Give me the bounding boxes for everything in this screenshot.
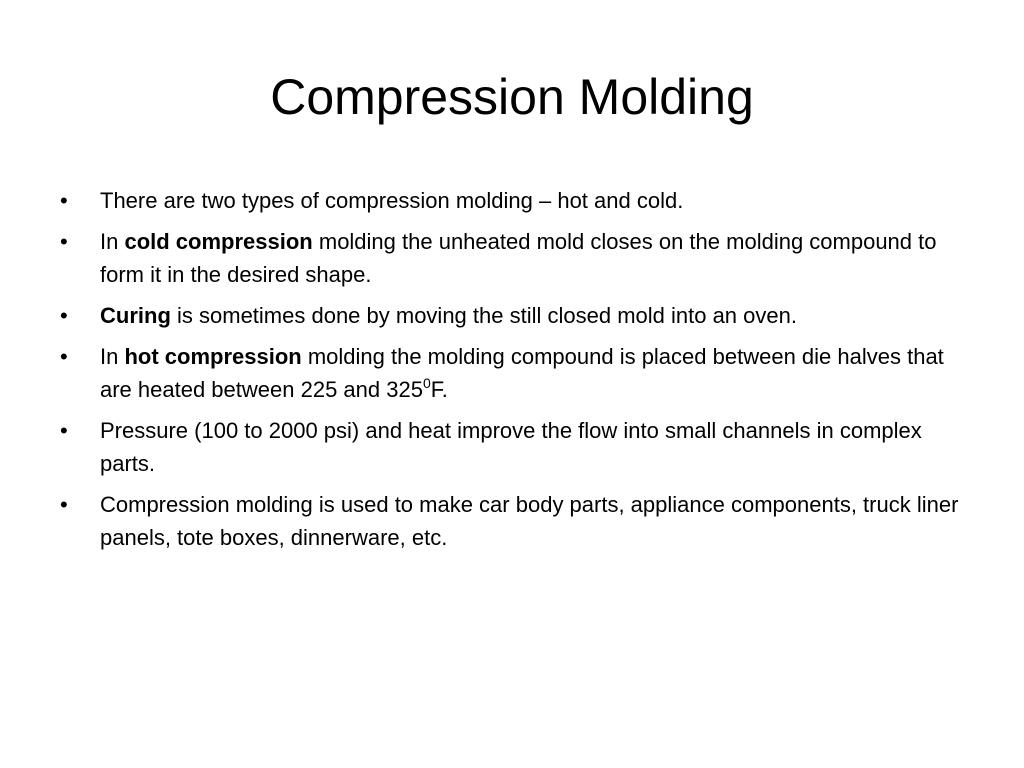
bullet-item-2 bbox=[60, 225, 970, 291]
bullet-item-6 bbox=[60, 488, 970, 554]
bullet-text-post: molding the unheated mold closes on the molding compound to form it in the desired shape. bbox=[100, 229, 937, 287]
bullet-item-3 bbox=[60, 299, 970, 332]
bullet-icon: • bbox=[60, 188, 68, 213]
bullet-text-tail: F. bbox=[430, 377, 448, 402]
bullet-item-4 bbox=[60, 340, 970, 406]
bullet-text-bold: cold compression bbox=[124, 229, 313, 254]
bullet-text-post: is sometimes done by moving the still closed mold into an oven. bbox=[170, 303, 797, 328]
bullet-item-5 bbox=[60, 414, 970, 480]
bullet-text: Compression molding is used to make car body parts, appliance components, truck liner panels, tote boxes, dinnerware, etc. bbox=[100, 492, 959, 550]
bullet-icon: • bbox=[60, 229, 68, 254]
bullet-text-bold: hot compression bbox=[124, 344, 302, 369]
bullet-icon: • bbox=[60, 418, 68, 443]
bullet-list bbox=[60, 184, 970, 562]
bullet-text-pre: In bbox=[100, 229, 125, 254]
degree-superscript: 0 bbox=[422, 375, 431, 391]
bullet-text: There are two types of compression molding – hot and cold. bbox=[100, 188, 684, 213]
slide-title: Compression Molding bbox=[270, 69, 754, 125]
bullet-icon: • bbox=[60, 344, 68, 369]
bullet-text: Pressure (100 to 2000 psi) and heat improve the flow into small channels in complex parts. bbox=[100, 418, 922, 476]
bullet-item-1 bbox=[60, 184, 970, 217]
bullet-text-post: molding the molding compound is placed between die halves that are heated between 225 and 325 bbox=[100, 344, 944, 402]
bullet-text-bold: Curing bbox=[100, 303, 171, 328]
bullet-icon: • bbox=[60, 303, 68, 328]
bullet-text-pre: In bbox=[100, 344, 125, 369]
bullet-icon: • bbox=[60, 492, 68, 517]
